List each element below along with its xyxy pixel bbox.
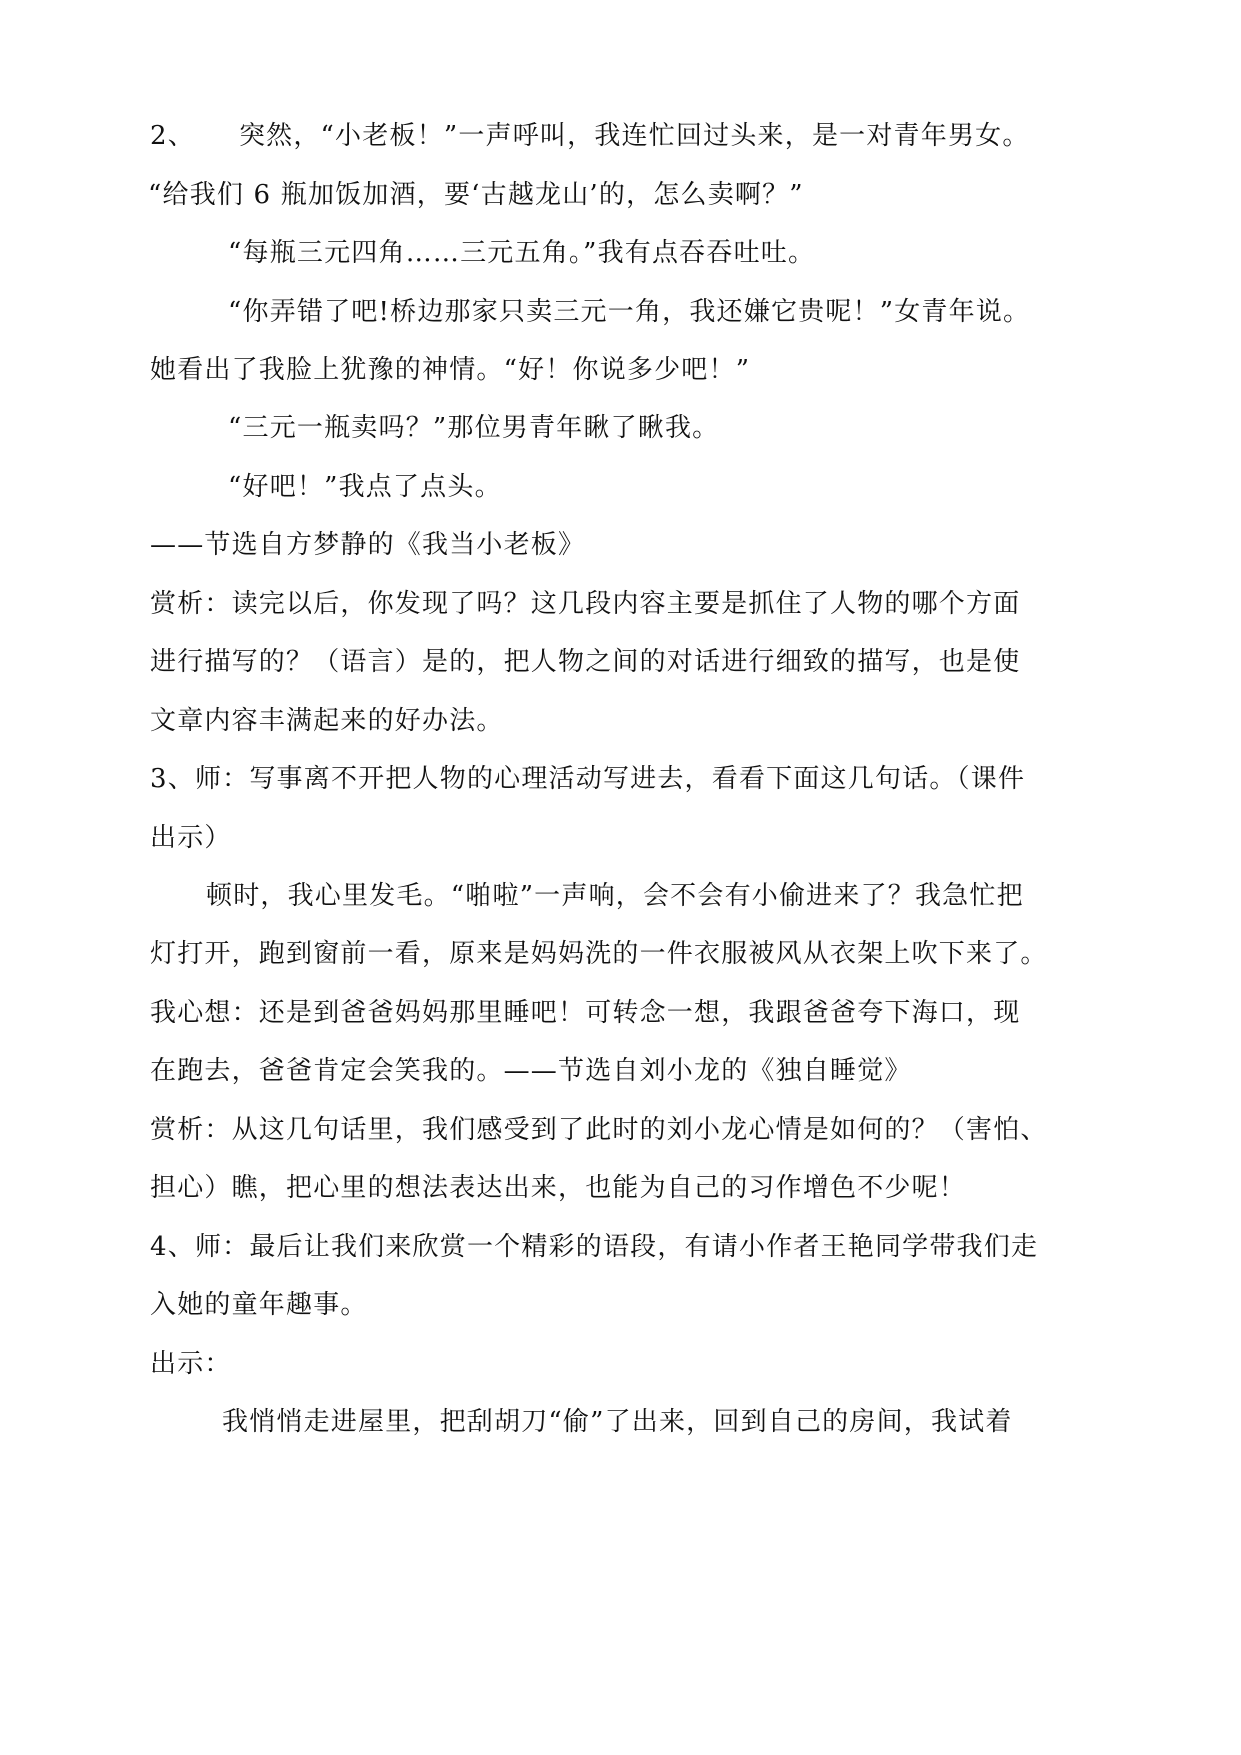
- source-citation: [150, 529, 585, 563]
- display-label: [150, 1348, 232, 1382]
- line-text: “给我们 6 瓶加饭加酒，要‘古越龙山’的，怎么卖啊？”: [148, 180, 804, 210]
- line-text: 她看出了我脸上犹豫的神情。“好！你说多少吧！”: [150, 355, 751, 385]
- line-text: ——节选自方梦静的《我当小老板》: [150, 530, 586, 560]
- analysis-line-2: [150, 646, 1020, 680]
- section-3-line-2: [150, 822, 232, 856]
- line-text: “好吧！”我点了点头。: [228, 472, 502, 502]
- paragraph-line-7: [228, 471, 502, 505]
- line-text: 赏析：从这几句话里，我们感受到了此时的刘小龙心情是如何的？（害怕、: [150, 1115, 1048, 1145]
- line-text: 进行描写的？（语言）是的，把人物之间的对话进行细致的描写，也是使: [150, 647, 1021, 677]
- line-text: “每瓶三元四角……三元五角。”我有点吞吞吐吐。: [228, 238, 816, 268]
- paragraph-line-3: [228, 237, 815, 271]
- section-3-line-1: [150, 763, 1025, 797]
- line-text: 出示）: [150, 823, 232, 853]
- line-text: 赏析：读完以后，你发现了吗？这几段内容主要是抓住了人物的哪个方面: [150, 589, 1021, 619]
- excerpt-line-4: [150, 1055, 912, 1089]
- section-4-line-1: [150, 1231, 1038, 1265]
- excerpt-line-1: [206, 880, 1024, 914]
- line-text: 入她的童年趣事。: [150, 1290, 368, 1320]
- analysis-line-3: [150, 705, 504, 739]
- line-text: 在跑去，爸爸肯定会笑我的。——节选自刘小龙的《独自睡觉》: [150, 1056, 912, 1086]
- line-text: 担心）瞧，把心里的想法表达出来，也能为自己的习作增色不少呢！: [150, 1173, 967, 1203]
- paragraph-line-1: [150, 120, 1030, 154]
- line-text: 3、师：写事离不开把人物的心理活动写进去，看看下面这几句话。（课件: [150, 764, 1026, 794]
- paragraph-line-5: [150, 354, 750, 388]
- line-text: “你弄错了吧!桥边那家只卖三元一角，我还嫌它贵呢！”女青年说。: [228, 297, 1031, 327]
- line-text: 出示：: [150, 1349, 232, 1379]
- line-text: 我心想：还是到爸爸妈妈那里睡吧！可转念一想，我跟爸爸夸下海口，现: [150, 998, 1021, 1028]
- line-text: 突然，“小老板！”一声呼叫，我连忙回过头来，是一对青年男女。: [238, 121, 1030, 151]
- excerpt-line-3: [150, 997, 1020, 1031]
- analysis-2-line-1: [150, 1114, 1048, 1148]
- line-text: 我悄悄走进屋里，把刮胡刀“偷”了出来，回到自己的房间，我试着: [222, 1407, 1013, 1437]
- line-text: 文章内容丰满起来的好办法。: [150, 706, 504, 736]
- section-4-line-2: [150, 1289, 368, 1323]
- analysis-2-line-2: [150, 1172, 966, 1206]
- paragraph-line-2: [148, 179, 804, 213]
- line-text: 灯打开，跑到窗前一看，原来是妈妈洗的一件衣服被风从衣架上吹下来了。: [150, 939, 1048, 969]
- excerpt-2-line-1: [222, 1406, 1013, 1440]
- line-text: 4、师：最后让我们来欣赏一个精彩的语段，有请小作者王艳同学带我们走: [150, 1232, 1039, 1262]
- line-text: 顿时，我心里发毛。“啪啦”一声响，会不会有小偷进来了？我急忙把: [206, 881, 1024, 911]
- item-number: 2、: [150, 121, 195, 151]
- paragraph-line-6: [228, 412, 719, 446]
- paragraph-line-4: [228, 296, 1030, 330]
- excerpt-line-2: [150, 938, 1048, 972]
- analysis-line-1: [150, 588, 1020, 622]
- line-text: “三元一瓶卖吗？”那位男青年瞅了瞅我。: [228, 413, 720, 443]
